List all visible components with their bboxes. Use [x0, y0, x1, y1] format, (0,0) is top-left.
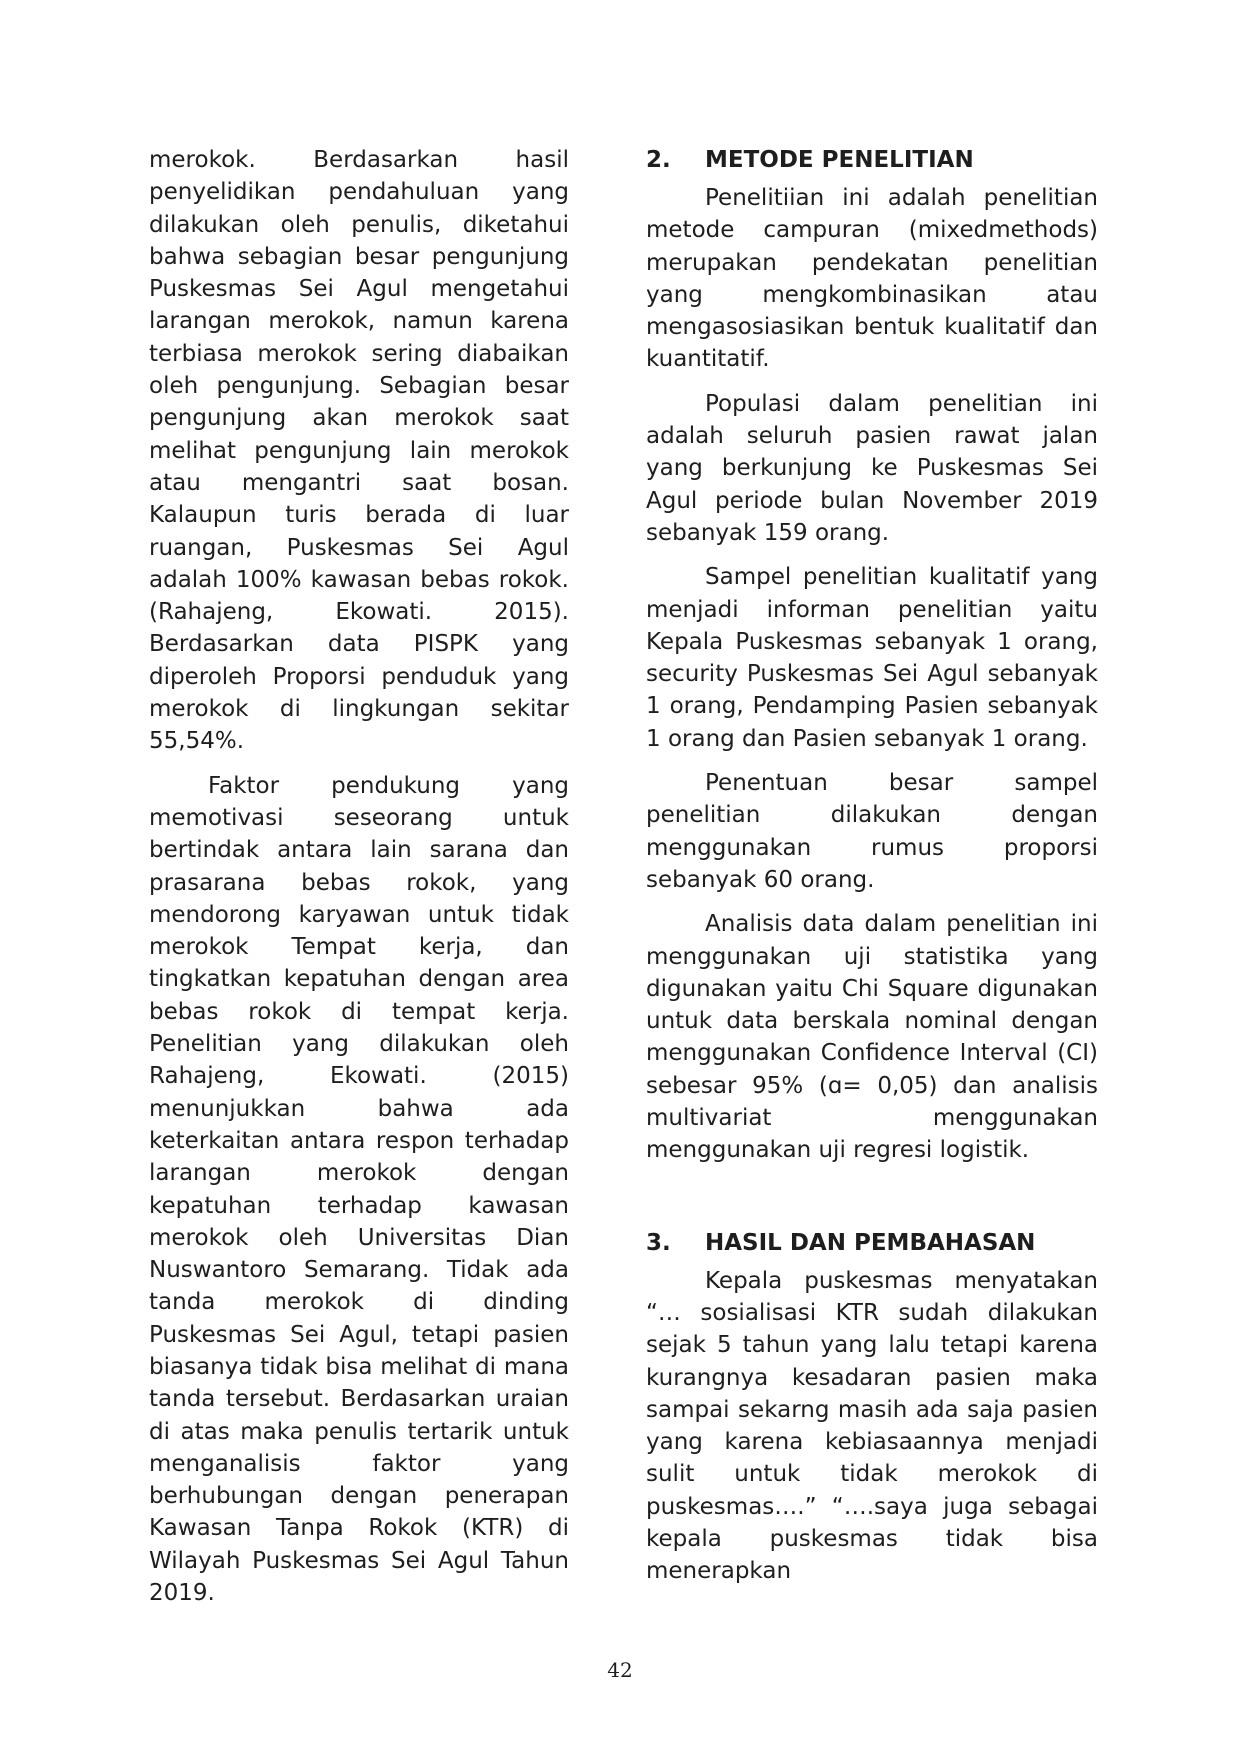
section-heading-hasil — [646, 1227, 1098, 1259]
section-number: 2. — [646, 147, 671, 173]
body-paragraph: Sampel penelitian kualitatif yang menjadi informan penelitian yaitu Kepala Puskesmas sebanyak 1 orang, security Puskesmas Sei Agul sebanyak 1 orang, Pendamping Pasien sebanyak 1 orang dan Pasien sebanyak 1 orang. — [646, 564, 1098, 752]
body-paragraph: merokok. Berdasarkan hasil penyelidikan pendahuluan yang dilakukan oleh penulis, diketahui bahwa sebagian besar pengunjung Puskesmas Sei Agul mengetahui larangan merokok, namun karena terbiasa merokok sering diabaikan oleh pengunjung. Sebagian besar pengunjung akan merokok saat melihat pengunjung lain merokok atau mengantri saat bosan. Kalaupun turis berada di luar ruangan, Puskesmas Sei Agul adalah 100% kawasan bebas rokok. (Rahajeng, Ekowati. 2015). Berdasarkan data PISPK yang diperoleh Proporsi penduduk yang merokok di lingkungan sekitar 55,54%. — [149, 147, 569, 755]
body-paragraph: Faktor pendukung yang memotivasi seseorang untuk bertindak antara lain sarana dan prasarana bebas rokok, yang mendorong karyawan untuk tidak merokok Tempat kerja, dan tingkatkan kepatuhan dengan area bebas rokok di tempat kerja. Penelitian yang dilakukan oleh Rahajeng, Ekowati. (2015) menunjukkan bahwa ada keterkaitan antara respon terhadap larangan merokok dengan kepatuhan terhadap kawasan merokok oleh Universitas Dian Nuswantoro Semarang. Tidak ada tanda merokok di dinding Puskesmas Sei Agul, tetapi pasien biasanya tidak bisa melihat di mana tanda tersebut. Berdasarkan uraian di atas maka penulis tertarik untuk menganalisis faktor yang berhubungan dengan penerapan Kawasan Tanpa Rokok (KTR) di Wilayah Puskesmas Sei Agul Tahun 2019. — [149, 772, 569, 1607]
right-column — [646, 144, 1098, 1600]
body-paragraph: Penelitiian ini adalah penelitian metode campuran (mixedmethods) merupakan pendekatan penelitian yang mengkombinasikan atau mengasosiasikan bentuk kualitatif dan kuantitatif. — [646, 185, 1098, 373]
page-number: 42 — [607, 1658, 633, 1682]
section-number: 3. — [646, 1229, 671, 1256]
body-paragraph: Analisis data dalam penelitian ini menggunakan uji statistika yang digunakan yaitu Chi Square digunakan untuk data berskala nominal dengan menggunakan Confidence Interval (CI) sebesar 95% (ɑ= 0,05) dan analisis multivariat menggunakan menggunakan uji regresi logistik. — [646, 911, 1098, 1164]
section-title: METODE PENELITIAN — [705, 147, 974, 173]
body-paragraph: Kepala puskesmas menyatakan “… sosialisasi KTR sudah dilakukan sejak 5 tahun yang lalu tetapi karena kurangnya kesadaran pasien maka sampai sekarng masih ada saja pasien yang karena kebiasaannya menjadi sulit untuk tidak merokok di puskesmas….” “….saya juga sebagai kepala puskesmas tidak bisa menerapkan — [646, 1267, 1098, 1585]
left-column — [149, 144, 569, 1621]
body-paragraph: Populasi dalam penelitian ini adalah seluruh pasien rawat jalan yang berkunjung ke Puskesmas Sei Agul periode bulan November 2019 sebanyak 159 orang. — [646, 390, 1098, 546]
section-heading-metode — [646, 144, 1098, 176]
section-title: HASIL DAN PEMBAHASAN — [705, 1229, 1036, 1256]
body-paragraph: Penentuan besar sampel penelitian dilakukan dengan menggunakan rumus proporsi sebanyak 60 orang. — [646, 770, 1098, 893]
